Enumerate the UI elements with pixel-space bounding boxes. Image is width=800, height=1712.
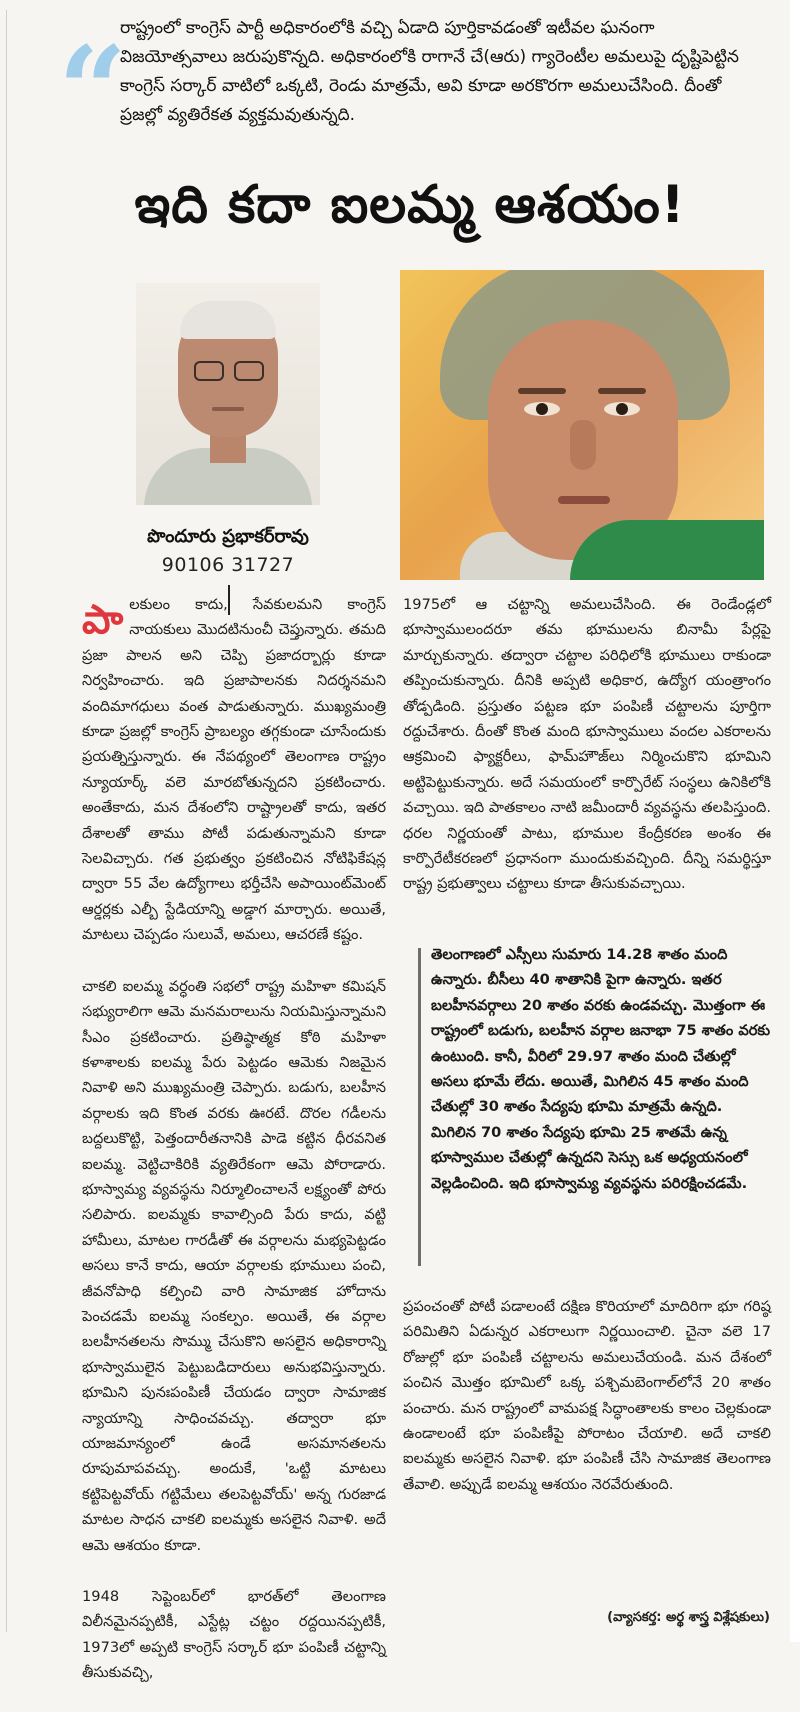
portrait-brow-right: [598, 388, 646, 394]
portrait-mouth: [558, 496, 610, 504]
body-paragraph-1: [82, 592, 386, 948]
body-paragraph-4: 1975లో ఆ చట్టాన్ని అమలుచేసింది. ఈ రెండేండ్లలో భూస్వాములందరూ తమ భూములను బినామీ పేర్లపై మార్చుకున్నారు. తద్వారా చట్టాల పరిధిలోకి భూములు రాకుండా తప్పించుకున్నారు. దీనికి అప్పటి అధికార, ఉద్యోగ యంత్రాంగం తోడ్పడింది. ప్రస్తుతం పట్టణ భూ పంపిణీ చట్టాలను పూర్తిగా రద్దుచేశారు. దీంతో కొంత మంది భూస్వాములు వందల ఎకరాలను ఆక్రమించి ఫ్యాక్టరీలు, ఫామ్‌హౌజ్‌లు నిర్మించుకొని భూమిని అట్టిపెట్టుకున్నారు. అదే సమయంలో కార్పొరేట్ సంస్థలు ఉనికిలోకి వచ్చాయి. ఇది పాతకాలం నాటి జమీందారీ వ్యవస్థను తలపిస్తుంది. ధరల నిర్ణయంతో పాటు, భూముల కేంద్రీకరణ అంశం ఈ కార్పొరేటీకరణలో ప్రధానంగా ముందుకువచ్చింది. దీన్ని సమర్థిస్తూ రాష్ట్ర ప్రభుత్వాలు చట్టాలు కూడా తీసుకువచ్చాయి.: [403, 596, 771, 893]
closing-column: [403, 1294, 771, 1523]
author-glasses-right: [234, 361, 264, 381]
author-name: పొందూరు ప్రభాకర్‌రావు: [147, 526, 309, 547]
portrait-sari: [570, 520, 764, 580]
portrait-pupil-right: [616, 403, 628, 415]
highlight-paragraph: తెలంగాణలో ఎస్సీలు సుమారు 14.28 శాతం మంది ఉన్నారు. బీసీలు 40 శాతానికి పైగా ఉన్నారు. ఇతర బలహీనవర్గాలు 20 శాతం వరకు ఉండవచ్చు. మొత్తంగా ఈ రాష్ట్రంలో బడుగు, బలహీన వర్గాల జనాభా 75 శాతం వరకు ఉంటుంది. కానీ, వీరిలో 29.97 శాతం మంది చేతుల్లో అసలు భూమే లేదు. అయితే, మిగిలిన 45 శాతం మంది చేతుల్లో 30 శాతం సేద్యపు భూమి మాత్రమే ఉన్నది. మిగిలిన 70 శాతం సేద్యపు భూమి 25 శాతమే ఉన్న భూస్వాముల చేతుల్లో ఉన్నదని సెస్సు ఒక అధ్యయనంలో వెల్లడించింది. ఇది భూస్వామ్య వ్యవస్థను పరిరక్షించడమే.: [431, 946, 771, 1192]
author-glasses-left: [194, 361, 224, 381]
author-credit: (వ్యాసకర్త: అర్థ శాస్త్ర విశ్లేషకులు): [607, 1610, 770, 1625]
portrait-nose: [570, 420, 596, 470]
article-headline: ఇది కదా ఐలమ్మ ఆశయం!: [134, 175, 686, 235]
author-mouth: [212, 407, 244, 411]
left-margin-rule: [6, 10, 7, 1632]
quote-icon: “: [58, 20, 128, 161]
portrait-pupil-left: [536, 403, 548, 415]
paragraph-text: లకులం కాదు, సేవకులమని కాంగ్రెస్ నాయకులు మొదటినుంచీ చెప్తున్నారు. తమది ప్రజా పాలన అని చెప్పి ప్రజాదర్బార్లు కూడా నిర్వహించారు. ఇది ప్రజాపాలనకు నిదర్శనమని వందిమాగధులు వంత పాడుతున్నారు. ముఖ్యమంత్రి కూడా ప్రజల్లో కాంగ్రెస్ ప్రాబల్యం తగ్గకుండా చూసేందుకు ప్రయత్నిస్తున్నారు. ఈ నేపథ్యంలో తెలంగాణ రాష్ట్రం న్యూయార్క్ వలె మారబోతున్నదని ప్రకటించారు. అంతేకాదు, మన దేశంలోని రాష్ట్రాలతో కాదు, ఇతర దేశాలతో తాము పోటీ పడుతున్నామని కూడా సెలవిచ్చారు. గత ప్రభుత్వం ప్రకటించిన నోటిఫికేషన్ల ద్వారా 55 వేల ఉద్యోగాలు భర్తీచేసి అపాయింట్‌మెంట్ ఆర్డర్లకు ఎల్బీ స్టేడియాన్ని అడ్డాగ మార్చారు. అయితే, మాటలు చెప్పడం సులువే, అమలు, ఆచరణే కష్టం.: [82, 596, 386, 944]
intro-paragraph: రాష్ట్రంలో కాంగ్రెస్ పార్టీ అధికారంలోకి వచ్చి ఏడాది పూర్తికావడంతో ఇటీవల ఘనంగా విజయోత్సవాలు జరుపుకొన్నది. అధికారంలోకి రాగానే చే(ఆరు) గ్యారెంటీల అమలుపై దృష్టిపెట్టిన కాంగ్రెస్ సర్కార్ వాటిలో ఒక్కటి, రెండు మాత్రమే, అవి కూడా అరకొరగా అమలుచేసింది. దీంతో ప్రజల్లో వ్యతిరేకత వ్యక్తమవుతున్నది.: [120, 18, 739, 125]
left-column: [82, 592, 386, 1712]
body-paragraph-2: చాకలి ఐలమ్మ వర్ధంతి సభలో రాష్ట్ర మహిళా కమిషన్ సభ్యురాలిగా ఆమె మనమరాలును నియమిస్తున్నామని సీఎం ప్రకటించారు. ప్రతిష్ఠాత్మక కోఠి మహిళా కళాశాలకు ఐలమ్మ పేరు పెట్టడం ఆమెకు నిజమైన నివాళి అని ముఖ్యమంత్రి చెప్పారు. బడుగు, బలహీన వర్గాలకు ఇది కొంత వరకు ఊరటే. దొరల గడీలను బద్దలుకొట్టి, పెత్తందారీతనానికి పాడె కట్టిన ధీరవనిత ఐలమ్మ. వెట్టిచాకిరికి వ్యతిరేకంగా ఆమె పోరాడారు. భూస్వామ్య వ్యవస్థను నిర్మూలించాలనే లక్ష్యంతో పోరు సలిపారు. ఐలమ్మకు కావాల్సింది పేరు కాదు, వట్టి హామీలు, మాటల గారడీతో ఈ వర్గాలను మభ్యపెట్టడం అసలు కానే కాదు, ఆయా వర్గాలకు భూములు పంచి, జీవనోపాధి కల్పించి వారి సామాజిక హోదాను పెంచడమే ఐలమ్మ సంకల్పం. అయితే, ఈ వర్గాల బలహీనతలను సొమ్ము చేసుకొని అసలైన అధికారాన్ని భూస్వాములైన పెట్టుబడిదారులు అనుభవిస్తున్నారు. భూమిని పునఃపంపిణీ చేయడం ద్వారా సామాజిక న్యాయాన్ని సాధించవచ్చు. తద్వారా భూ యాజమాన్యంలో ఉండే అసమానతలను రూపుమాపవచ్చు. అందుకే, 'ఒట్టి మాటలు కట్టిపెట్టవోయ్ గట్టిమేలు తలపెట్టవోయ్' అన్న గురజాడ మాటల సాధన చాకలి ఐలమ్మకు అసలైన నివాళి. అదే ఆమె ఆశయం కూడా.: [82, 977, 386, 1554]
page-edge: [790, 0, 800, 1642]
dropcap-letter: పా: [82, 597, 124, 643]
author-photo: [136, 283, 320, 505]
right-column: [403, 592, 771, 923]
portrait-brow-left: [518, 388, 566, 394]
closing-paragraph: ప్రపంచంతో పోటీ పడాలంటే దక్షిణ కొరియాలో మాదిరిగా భూ గరిష్ఠ పరిమితిని ఏడున్నర ఎకరాలుగా నిర్ణయించాలి. చైనా వలె 17 రోజుల్లో భూ పంపిణీ చట్టాలను అమలుచేయండి. మన దేశంలో పంచిన మొత్తం భూమిలో ఒక్క పశ్చిమబెంగాల్‌లోనే 20 శాతం పంచారు. మన రాష్ట్రంలో వామపక్ష సిద్ధాంతాలకు కాలం చెల్లకుండా ఉండాలంటే భూ పంపిణీపై పోరాటం చేయాలి. అదే చాకలి ఐలమ్మకు అసలైన నివాళి. భూ పంపిణీ చేసి సామాజిక తెలంగాణ తేవాలి. అప్పుడే ఐలమ్మ ఆశయం నెరవేరుతుంది.: [403, 1298, 771, 1493]
author-phone: 90106 31727: [161, 554, 295, 576]
ailamma-portrait-painting: [400, 270, 764, 580]
body-paragraph-3: 1948 సెప్టెంబర్‌లో భారత్‌లో తెలంగాణ విలీనమైనప్పటికీ, ఎస్టేట్ల చట్టం రద్దయినప్పటికీ, 1973లో అప్పటి కాంగ్రెస్ సర్కార్ భూ పంపిణీ చట్టాన్ని తీసుకువచ్చి,: [82, 1588, 386, 1682]
author-hair: [180, 301, 276, 339]
